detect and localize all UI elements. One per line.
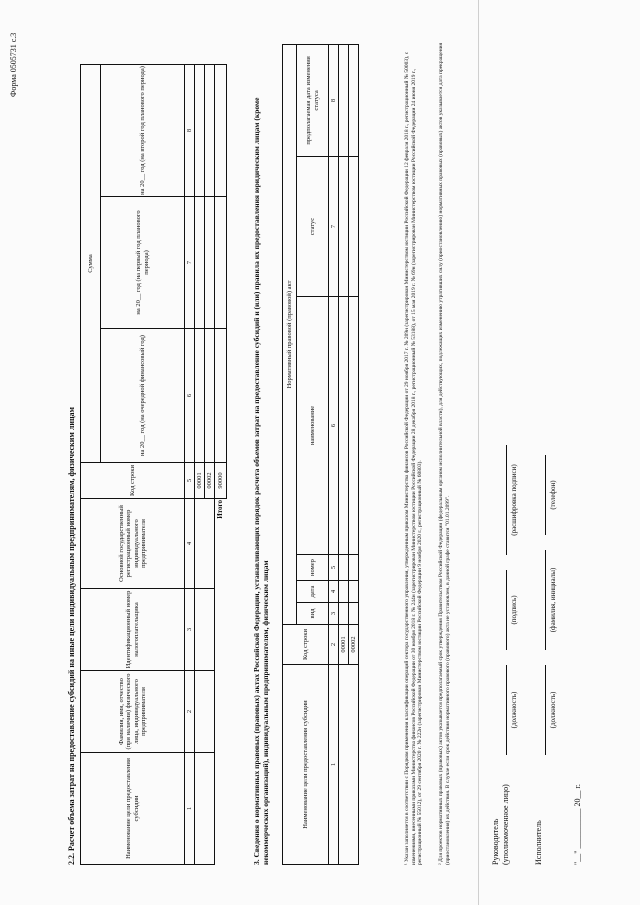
table-22 (80, 64, 227, 865)
hdr-year-3: на 20__ год (на второй год планового периода) (101, 64, 185, 196)
table-row (195, 64, 205, 864)
executor-position-caption: (должность) (549, 691, 557, 729)
row-code: 00002 (349, 625, 359, 665)
hdr3-num: номер (297, 555, 329, 581)
head-sub-label: (уполномоченное лицо) (501, 784, 510, 865)
column-numbers-row: 1 2 3 4 5 6 7 8 (185, 64, 195, 864)
executor-fio-caption: (фамилия, инициалы) (549, 567, 557, 633)
hdr-ogrn: Основной государственный регистрационный номер индивидуального предпринимателя (81, 499, 185, 589)
table-3 (282, 44, 359, 865)
footnote-1: ¹ Указан заполняется в соответствии с Порядком применения классификации операций сектора государственного управления, утвержденным приказом Министерства финансов Российской Федерации от 29 ноября 2017 г. № 209н (зарегистрирован Министерством юстиции Российской Федерации 12 февраля 2018 г., регистрационный № 50003), с изменениями, внесенными приказами Министерства финансов Российской Федерации от 30 ноября 2018 г. № 244н (зарегистрирован Министерством юстиции Российской Федерации 28 декабря 2018 г., регистрационный № 53188), от 15 мая 2019 г. № 69н (зарегистрирован Министерством юстиции Российской Федерации 24 июня 2019 г., регистрационный № 55012), от 29 сентября 2020 г. № 222н (зарегистрирован Министерством юстиции Российской Федерации 9 ноября 2020 г., регистрационный № 60803). (404, 51, 423, 865)
row-code: 00001 (195, 463, 205, 499)
hdr3-vid: вид (297, 603, 329, 625)
hdr3-goal: Наименование цели предоставления субсидии (283, 665, 329, 865)
section-3-title: 3. Сведения о нормативных правовых (правовых) актах Российской Федерации, устанавливающих порядок расчета объемов затрат на предоставление субсидий и (или) правила их предоставления юридическим лицам (кроме некоммерческих организаций), индивидуальным предпринимателям, физическим лицам (252, 97, 270, 865)
sign-date: "__" __________ 20__ г. (573, 784, 582, 865)
head-decode-caption: (расшифровка подписи) (510, 464, 518, 536)
total-row (215, 64, 227, 864)
hdr-inn: Идентификационный номер налогоплательщика (81, 589, 185, 671)
executor-label: Исполнитель (534, 820, 543, 865)
hdr3-code: Код строки (283, 625, 329, 665)
executor-position-line (545, 665, 546, 755)
head-position-line (506, 665, 507, 755)
total-label: Итого (216, 500, 224, 519)
column-numbers-row: 1 2 3 4 5 6 7 8 (329, 44, 339, 864)
head-position-caption: (должность) (510, 691, 518, 729)
executor-phone-caption: (телефон) (549, 480, 557, 510)
row-code: 00001 (339, 625, 349, 665)
hdr3-act: Нормативный правовой (правовой) акт (283, 44, 297, 624)
hdr-goal: Наименование цели предоставления субсидии (81, 753, 185, 865)
hdr-fio: Фамилия, имя, отчество (при наличии) физического лица, индивидуального предпринимателя (81, 671, 185, 753)
executor-fio-line (545, 550, 546, 650)
form-code: Форма 0505731 с.3 (9, 32, 18, 97)
hdr3-planned: предполагаемая дата изменения статуса (297, 44, 329, 156)
hdr3-date: дата (297, 581, 329, 603)
head-decode-line (506, 445, 507, 555)
head-sign-line (506, 570, 507, 650)
hdr-code: Код строки (81, 463, 185, 499)
hdr-year-2: на 20__ год (на первый год планового периода) (101, 197, 185, 329)
table-row (339, 44, 349, 864)
hdr3-name: наименование (297, 297, 329, 555)
head-label: Руководитель (491, 818, 500, 865)
hdr-sum: Сумма (81, 64, 101, 462)
total-code: 90000 (215, 463, 227, 499)
executor-phone-line (545, 455, 546, 535)
head-sign-caption: (подпись) (510, 595, 518, 625)
row-code: 00002 (205, 463, 215, 499)
footnote-2: ² Для проектов нормативных правовых (правовых) актов указывается предполагаемый срок утверждения Правительством Российской Федерации (федеральным органом исполнительной власти), для действующих, подлежащих изменению утративших силу (приостановлению) нормативных правовых (правовых) актов указывается дата прекращения (приостановления) их действия. В случае если срок действия нормативного правового (правового) акта не установлен, в данной графе ставится "01.01.2099". (438, 42, 451, 865)
section-22-title: 2.2. Расчет объема затрат на предоставление субсидий на иные цели индивидуальным предпринимателям, физическим лицам (67, 406, 76, 865)
hdr-year-1: на 20__ год (на очередной финансовый год) (101, 329, 185, 463)
hdr3-status: статус (297, 157, 329, 297)
